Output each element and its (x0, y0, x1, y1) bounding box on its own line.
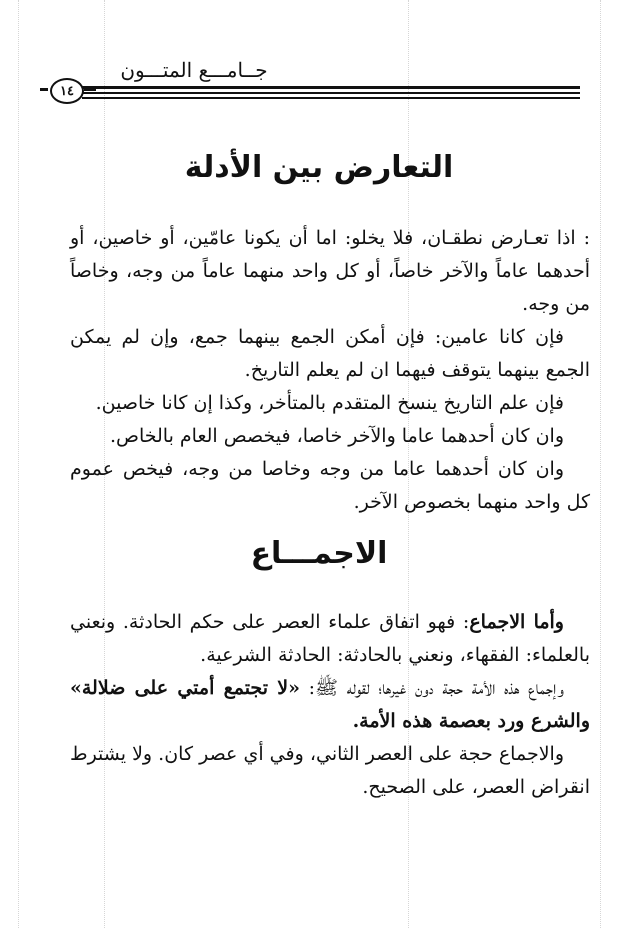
header-rule (82, 97, 580, 99)
paragraph-text: : فهو اتفاق علماء العصر على حكم الحادثة. ونعني بالعلماء: الفقهاء، ونعني بالحادثة: الحادثة الشرعية. (70, 611, 590, 666)
header-rule (82, 92, 580, 94)
term-lead: وأما الاجماع (469, 611, 564, 633)
paragraph: : اذا تعـارض نطقـان، فلا يخلو: اما أن يكونا عامّين، أو خاصين، أو أحدهما عاماً والآخر خاصاً، أو كل واحد منهما عاماً من وجه، وخاصاً من وجه. (70, 227, 590, 315)
paragraph-text: وإجماع هذه الأمة حجة دون غيرها؛ لقوله ﷺ: (299, 677, 564, 699)
paragraph (70, 672, 590, 738)
paragraph: فإن كانا عامين: فإن أمكن الجمع بينهما جمع، وإن لم يمكن الجمع بينهما يتوقف فيهما ان لم يعلم التاريخ. (70, 326, 590, 381)
paragraph: والاجماع حجة على العصر الثاني، وفي أي عصر كان. ولا يشترط انقراض العصر، على الصحيح. (70, 743, 590, 798)
page-number-badge (40, 78, 86, 104)
section-title-consensus: الاجمـــاع (250, 536, 388, 571)
section-body-contradiction (70, 222, 590, 519)
section-title-contradiction: التعارض بين الأدلة (184, 150, 454, 185)
scan-guide-line (600, 0, 601, 928)
paragraph: وان كان أحدهما عاما من وجه وخاصا من وجه، فيخص عموم كل واحد منهما بخصوص الآخر. (70, 458, 590, 513)
badge-ornament (40, 88, 48, 91)
badge-ornament (84, 88, 96, 91)
section-body-consensus (70, 606, 590, 804)
header-rule (82, 86, 580, 89)
page-number: ١٤ (50, 78, 84, 104)
paragraph: فإن علم التاريخ ينسخ المتقدم بالمتأخر، وكذا إن كانا خاصين. (95, 392, 564, 414)
paragraph (70, 606, 590, 672)
hadith-quote: «لا تجتمع أمتي على ضلالة» والشرع ورد بعصمة هذه الأمة. (70, 677, 590, 732)
paragraph: وان كان أحدهما عاما والآخر خاصا، فيخصص العام بالخاص. (109, 425, 564, 447)
scan-guide-line (18, 0, 19, 928)
running-header (40, 48, 580, 104)
book-title: جــامـــع المتـــون (120, 58, 268, 82)
